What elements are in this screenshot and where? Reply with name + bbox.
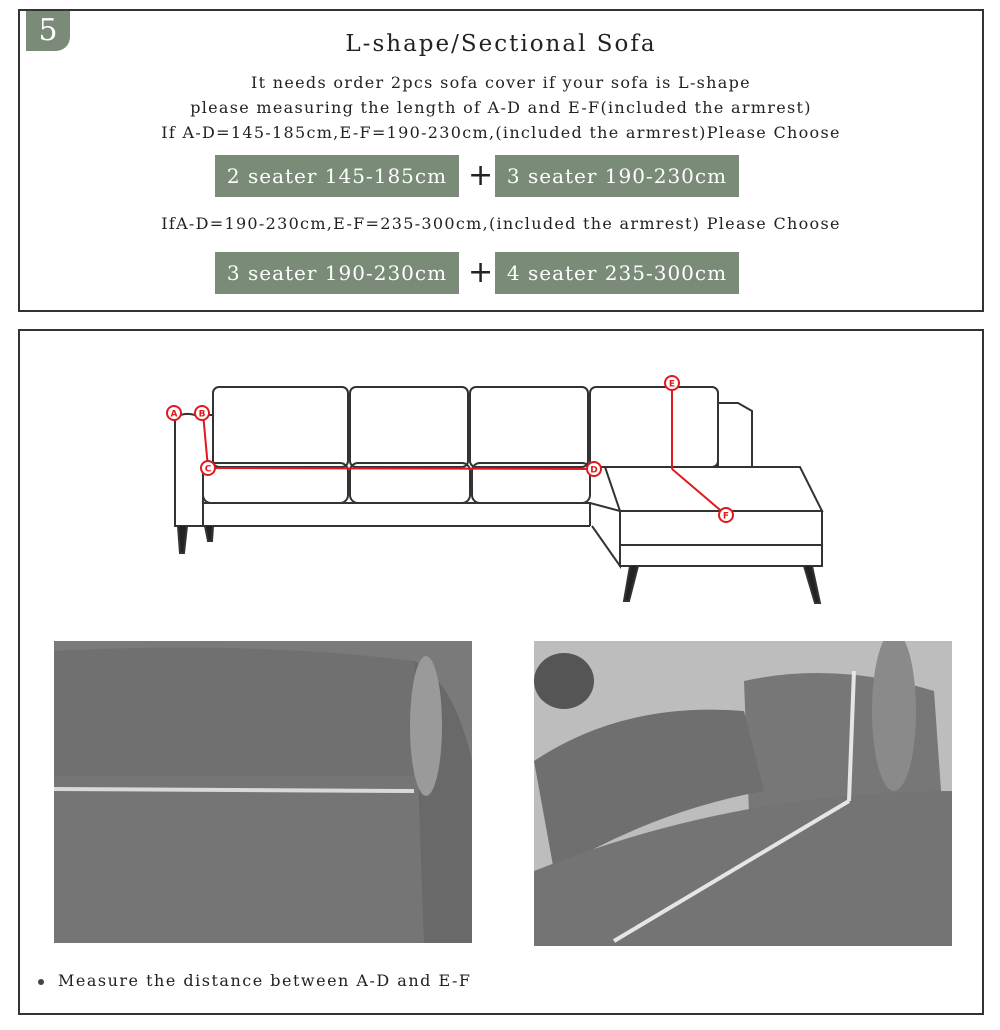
back-cushion-1 [213,387,348,467]
chaise-front [590,503,620,566]
instruction-line-1: It needs order 2pcs sofa cover if your sofa is L-shape [251,73,751,92]
top-info-panel [18,9,984,312]
sofa-leg-left [178,526,187,553]
point-b-label: B [198,409,206,420]
bullet-icon [38,979,44,985]
measure-photo-chaise-length [534,641,952,946]
step-badge: 5 [26,11,70,51]
option-2-seater-145-185[interactable]: 2 seater 145-185cm [215,155,459,197]
option-3-seater-190-230[interactable]: 3 seater 190-230cm [495,155,739,197]
sofa-leg-chaise-right [804,566,820,603]
left-armrest [175,421,590,526]
caption-text: Measure the distance between A-D and E-F [58,971,472,990]
plus-sign: + [468,158,494,193]
option-4-seater-235-300[interactable]: 4 seater 235-300cm [495,252,739,294]
point-e-label: E [668,379,676,390]
back-cushion-3 [470,387,588,467]
point-c-label: C [204,464,212,475]
back-cushion-4 [590,387,718,467]
measure-photo-seat-length [54,641,472,943]
measure-caption [38,971,471,990]
option-3-seater-190-230-alt[interactable]: 3 seater 190-230cm [215,252,459,294]
sofa-diagram [20,331,982,621]
point-d-label: D [590,465,598,476]
page-title: L-shape/Sectional Sofa [345,31,657,57]
measure-guide-panel [18,329,984,1015]
sofa-leg-mid [205,526,213,541]
back-cushion-2 [350,387,468,467]
instruction-line-4: IfA-D=190-230cm,E-F=235-300cm,(included the armrest) Please Choose [161,214,841,233]
plus-sign: + [468,255,494,290]
right-armrest [718,403,752,467]
point-a-label: A [170,409,178,420]
instruction-line-2: please measuring the length of A-D and E-F(included the armrest) [190,98,812,117]
instruction-line-3: If A-D=145-185cm,E-F=190-230cm,(included the armrest)Please Choose [161,123,841,142]
measure-point-markers [167,376,733,522]
sofa-leg-chaise-left [624,566,638,601]
point-f-label: F [722,511,730,522]
